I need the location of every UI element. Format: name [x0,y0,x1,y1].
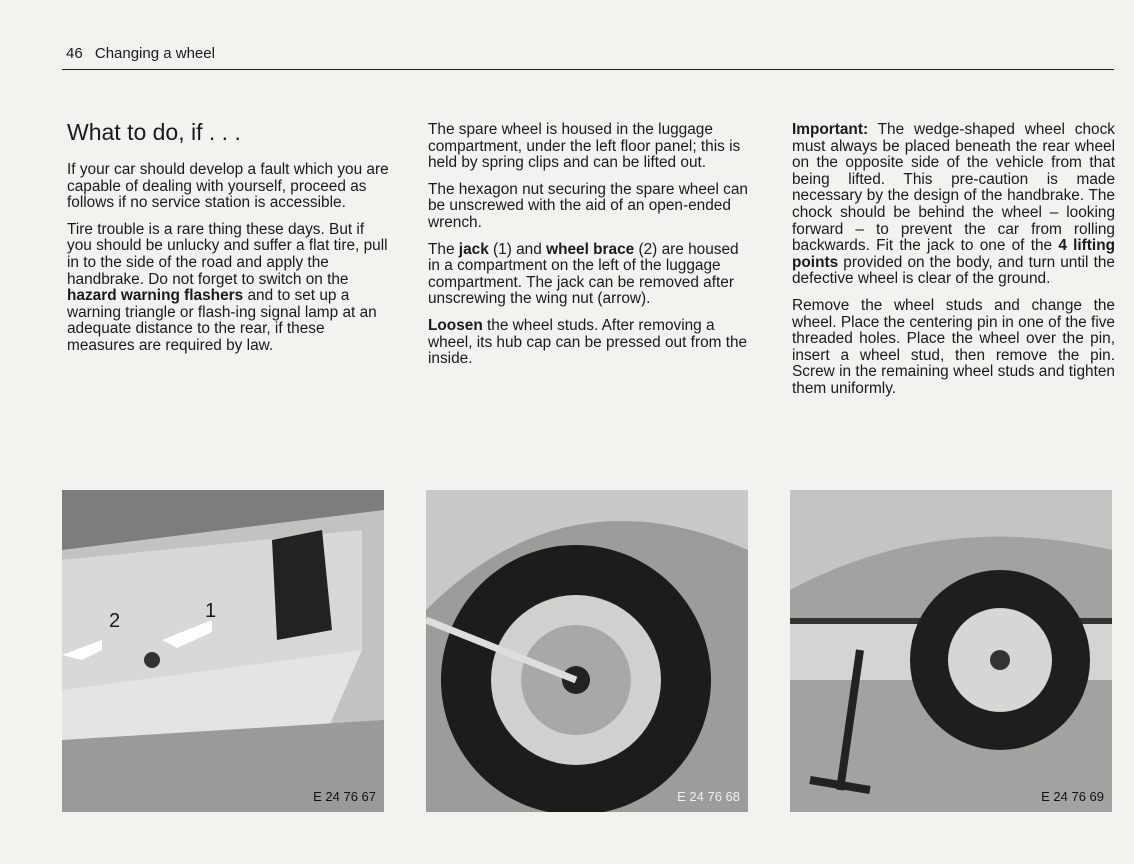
text: Tire trouble is a rare thing these days. But if you should be unlucky and suffer a flat tire, pull in to the side of the road and apply the handbrake. Do not forget to switch on the [67,220,388,288]
text: and to set up a warning triangle or flash-ing signal lamp at an adequate distance to the rear, if these measures are required by law. [67,287,377,354]
photo-jack-fitted [790,490,1112,812]
callout-2: 2 [109,610,121,632]
text: The [428,240,459,258]
bold-text: hazard warning flashers [67,287,244,305]
text: the wheel studs. After removing a wheel, its hub cap can be pressed out from the inside. [428,316,748,368]
section-title: Changing a wheel [94,45,215,62]
page-number: 46 [66,45,83,62]
photo-caption: E 24 76 67 [313,789,376,804]
paragraph: The spare wheel is housed in the luggage compartment, under the left floor panel; this is held by spring clips and can be lifted out. [428,121,741,172]
paragraph: If your car should develop a fault which you are capable of dealing with yourself, proceed as follows if no service station is accessible. [67,161,389,212]
luggage-compartment-illustration [62,490,384,812]
column-2 [428,122,751,378]
header-rule [62,69,1114,70]
paragraph: Remove the wheel studs and change the wheel. Place the centering pin in one of the five threaded holes. Place the wheel over the pin, insert a wheel stud, then remove the pin. Screw in the remaining wheel studs and tighten them uniformly. [792,296,1115,397]
bold-text: 4 lifting points [792,237,1116,271]
jack-lifting-illustration [790,490,1112,812]
text: provided on the body, and turn until the defective wheel is clear of the ground. [792,253,1115,288]
column-3 [792,122,1115,408]
paragraph [428,318,751,368]
paragraph: The hexagon nut securing the spare wheel can be unscrewed with the aid of an open-ended wrench. [428,180,748,231]
paragraph [792,122,1115,288]
paragraph [428,242,751,308]
bold-text: wheel brace [546,240,635,258]
paragraph [67,222,390,355]
column-1 [67,118,390,365]
text: The wedge-shaped wheel chock must always be placed beneath the rear wheel on the opposite side of the vehicle from that being lifted. This pre-caution is made necessary by the design of the handbrake. The chock should be behind the wheel – looking forward – to prevent the car from rolling backwards. Fit the jack to one of the [792,121,1115,255]
photo-loosen-wheel-studs [426,490,748,812]
photo-caption: E 24 76 68 [677,789,740,804]
text: (1) and [488,240,547,258]
photo-caption: E 24 76 69 [1041,789,1104,804]
text: (2) are housed in a compartment on the left of the luggage compartment. The jack can be removed after unscrewing the wing nut (arrow). [428,240,739,308]
running-header [66,45,223,62]
bold-text: Important: [792,121,869,138]
callout-1: 1 [205,600,217,622]
photo-luggage-compartment [62,490,384,812]
page-title: What to do, if . . . [67,119,241,145]
bold-text: jack [458,240,489,258]
bold-text: Loosen [428,316,483,334]
wheel-brace-illustration [426,490,748,812]
